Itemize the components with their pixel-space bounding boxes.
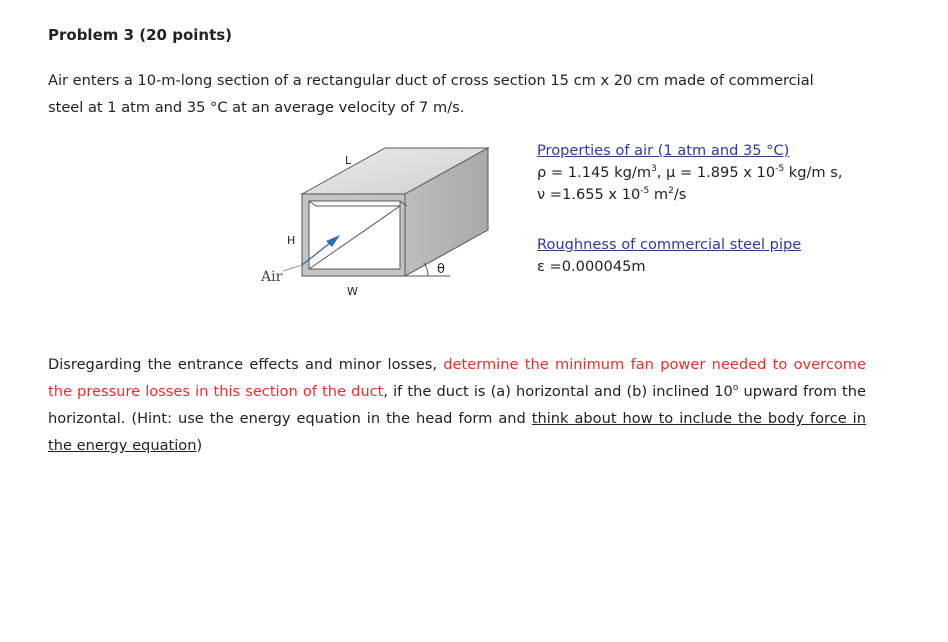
label-L: L bbox=[345, 154, 352, 167]
air-properties-heading: Properties of air (1 atm and 35 °C) bbox=[537, 142, 790, 159]
density-viscosity-line: ρ = 1.145 $kg/m^3$, μ = 1.895 x $10^{-5}$ kg/m s, bbox=[537, 164, 843, 181]
label-theta: θ bbox=[437, 262, 445, 277]
hint-underlined: think about how to include the body force in the energy equation bbox=[48, 410, 866, 454]
duct-opening bbox=[309, 201, 400, 269]
problem-question: Disregarding the entrance effects and minor losses, determine the minimum fan power needed to overcome the pressure losses in this section of the duct, if the duct is (a) horizontal and (b) inclined 10$^o$ upward from the horizontal. (Hint: use the energy equation in the head form and think about how to include the body force in the energy equation) bbox=[48, 356, 866, 454]
problem-intro bbox=[48, 67, 866, 121]
label-H: H bbox=[287, 234, 296, 247]
duct-diagram bbox=[250, 140, 510, 305]
kinematic-viscosity-line: ν =1.655 x $10^{-5}$ $m^2/s$ bbox=[537, 186, 687, 203]
air-leader-line bbox=[283, 265, 302, 271]
intro-line-1: Air enters a 10-m-long section of a rectangular duct of cross section 15 cm x 20 cm made of commercial bbox=[48, 72, 814, 89]
intro-line-2: steel at 1 atm and 35 °C at an average velocity of 7 m/s. bbox=[48, 99, 465, 116]
properties-panel bbox=[537, 140, 842, 278]
question-highlight: determine the minimum fan power needed to overcome the pressure losses in this section of the duct bbox=[48, 356, 866, 400]
label-air: Air bbox=[261, 269, 283, 285]
roughness-value: ε =0.000045m bbox=[537, 258, 646, 275]
problem-title: Problem 3 (20 points) bbox=[48, 26, 233, 44]
label-W: W bbox=[347, 285, 358, 298]
roughness-heading: Roughness of commercial steel pipe bbox=[537, 236, 802, 253]
